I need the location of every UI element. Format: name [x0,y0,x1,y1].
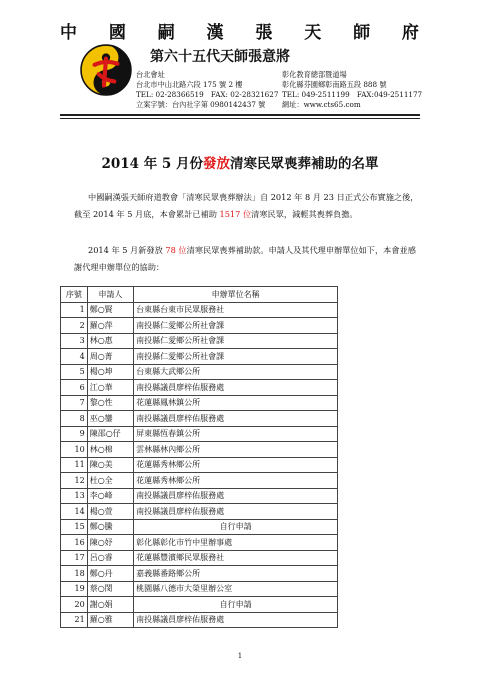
org-title-char: 府 [401,23,420,43]
row-number: 13 [61,488,88,504]
row-number: 19 [61,581,88,597]
unit-name: 桃園縣八德市大榮里辦公室 [134,581,338,597]
row-number: 18 [61,566,88,582]
applicant-name: 陳○妤 [87,535,133,551]
table-row [61,364,338,380]
unit-name: 屏東縣恆春鎮公所 [134,426,338,442]
yin-yang-logo-icon [80,44,132,96]
applicant-name: 林○惠 [87,333,133,349]
table-header-row [61,287,338,303]
unit-name: 花蓮縣鳳林鎮公所 [134,395,338,411]
title-suffix: 清寒民眾喪葬補助的名單 [230,156,379,172]
applicant-name: 周○菁 [87,349,133,365]
intro-text-a: 中國嗣漢張天師府道教會「清寒民眾喪葬辦法」自 2012 年 8 月 23 日正式公布實施之後，截至 2014 年 5 月底，本會累計已補助 [74,192,419,219]
applicant-name: 羅○雅 [87,612,133,628]
org-title-char: 嗣 [157,23,176,43]
lineage-subtitle: 第六十五代天師張意將 [150,49,290,65]
header-applicant: 申請人 [87,287,133,303]
monthly-paragraph [74,242,422,276]
table-row [61,349,338,365]
table-row [61,612,338,628]
applicant-name: 鄭○賢 [87,302,133,318]
row-number: 1 [61,302,88,318]
address-line: TEL: 049-2511199 FAX:049-2511177 [282,90,423,99]
unit-name: 南投縣議員廖梓佑服務處 [134,411,338,427]
unit-name: 花蓮縣秀林鄉公所 [134,473,338,489]
table-row [61,333,338,349]
address-line: 台北市中山北路六段 175 號 2 樓 [136,80,243,89]
row-number: 5 [61,364,88,380]
org-title-char: 天 [304,23,323,43]
row-number: 9 [61,426,88,442]
table-row [61,302,338,318]
unit-name: 南投縣仁愛鄉公所社會課 [134,349,338,365]
org-title-char: 師 [353,23,372,43]
table-row [61,473,338,489]
row-number: 15 [61,519,88,535]
unit-name: 自行申請 [134,519,338,535]
address-line: TEL: 02-28366519 FAX: 02-28321627 [136,90,279,99]
website-line: 網址：www.cts65.com [282,100,361,109]
applicant-name: 鄭○騰 [87,519,133,535]
applicant-name: 蔡○閔 [87,581,133,597]
header-divider-thick [60,114,420,116]
applicant-name: 陳邵○仔 [87,426,133,442]
table-row [61,380,338,396]
table-row [61,535,338,551]
row-number: 7 [61,395,88,411]
table-row [61,426,338,442]
organization-title [60,18,420,43]
applicant-name: 巫○鑾 [87,411,133,427]
org-title-char: 中 [60,23,78,43]
table-row [61,519,338,535]
row-number: 16 [61,535,88,551]
org-title-char: 張 [255,23,274,43]
table-row [61,550,338,566]
row-number: 6 [61,380,88,396]
unit-name: 花蓮縣秀林鄉公所 [134,457,338,473]
cumulative-count: 1517 位 [219,209,252,219]
applicant-name: 呂○睿 [87,550,133,566]
applicant-name: 謝○娟 [87,597,133,613]
title-prefix: 2014 年 5 月份 [101,156,204,172]
unit-name: 嘉義縣番路鄉公所 [134,566,338,582]
row-number: 3 [61,333,88,349]
unit-name: 南投縣議員廖梓佑服務處 [134,380,338,396]
unit-name: 台東縣台東市民眾服務社 [134,302,338,318]
applicant-name: 杜○全 [87,473,133,489]
address-line: 台北會址 [136,70,165,79]
monthly-count: 78 位 [165,245,187,255]
row-number: 12 [61,473,88,489]
document-title [60,152,420,172]
org-title-char: 漢 [206,23,225,43]
table-row [61,395,338,411]
row-number: 10 [61,442,88,458]
row-number: 2 [61,318,88,334]
row-number: 8 [61,411,88,427]
intro-paragraph [74,189,422,223]
header-number: 序號 [61,287,88,303]
org-title-char: 國 [108,23,127,43]
monthly-text-a: 2014 年 5 月新發放 [88,245,166,255]
table-row [61,442,338,458]
applicant-name: 羅○萍 [87,318,133,334]
unit-name: 南投縣仁愛鄉公所社會課 [134,318,338,334]
table-row [61,504,338,520]
table-row [61,411,338,427]
table-row [61,597,338,613]
recipient-table [60,286,338,628]
applicant-name: 江○華 [87,380,133,396]
applicant-name: 楊○坤 [87,364,133,380]
header-unit: 申辦單位名稱 [134,287,338,303]
unit-name: 南投縣議員廖梓佑服務處 [134,504,338,520]
table-row [61,581,338,597]
unit-name: 雲林縣林內鄉公所 [134,442,338,458]
applicant-name: 黎○性 [87,395,133,411]
header-divider-thin [60,118,420,119]
applicant-name: 鄭○丹 [87,566,133,582]
row-number: 20 [61,597,88,613]
row-number: 4 [61,349,88,365]
address-line: 彰化縣芬園鄉彰南路五段 888 號 [282,80,387,89]
applicant-name: 林○棉 [87,442,133,458]
table-row [61,488,338,504]
table-body [61,302,338,628]
taipei-address-block [136,70,278,110]
unit-name: 南投縣仁愛鄉公所社會課 [134,333,338,349]
address-line: 彰化教育總部暨道場 [282,70,347,79]
row-number: 17 [61,550,88,566]
unit-name: 台東縣大武鄉公所 [134,364,338,380]
intro-text-b: 清寒民眾，減輕其喪葬負擔。 [251,209,358,219]
unit-name: 自行申請 [134,597,338,613]
title-highlight: 發放 [203,156,231,172]
row-number: 21 [61,612,88,628]
applicant-name: 李○峰 [87,488,133,504]
applicant-name: 陳○美 [87,457,133,473]
monthly-text-b: 清寒民眾喪葬補助款。申請人及其代理申辦單位如下，本會並感謝代理申辦單位的協助： [74,245,416,272]
unit-name: 花蓮縣豐濱鄉民眾服務社 [134,550,338,566]
unit-name: 彰化縣彰化市竹中里辦事處 [134,535,338,551]
row-number: 14 [61,504,88,520]
table-row [61,566,338,582]
page-number: 1 [237,652,243,660]
applicant-name: 楊○萱 [87,504,133,520]
registration-line: 立案字號：台內社字第 0980142437 號 [136,100,266,109]
changhua-address-block [282,70,422,110]
unit-name: 南投縣議員廖梓佑服務處 [134,488,338,504]
table-row [61,457,338,473]
table-row [61,318,338,334]
unit-name: 南投縣議員廖梓佑服務處 [134,612,338,628]
row-number: 11 [61,457,88,473]
